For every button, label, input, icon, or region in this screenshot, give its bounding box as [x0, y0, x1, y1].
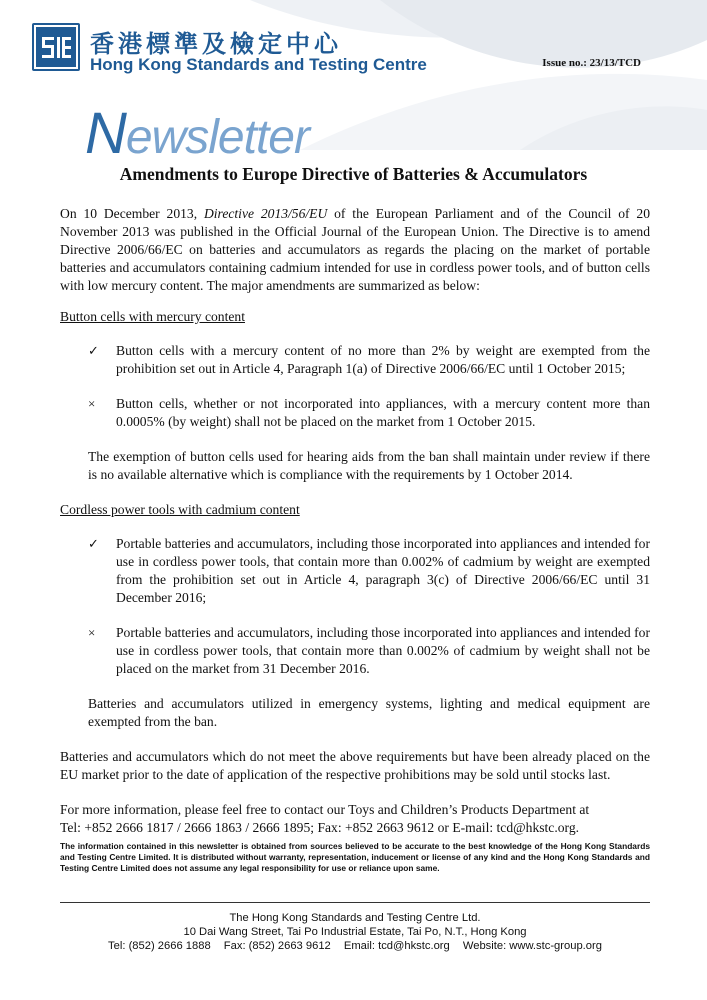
footer-address: 10 Dai Wang Street, Tai Po Industrial Estate, Tai Po, N.T., Hong Kong: [183, 926, 527, 938]
bullet-text: Button cells with a mercury content of no more than 2% by weight are exempted from the prohibition set out in Article 4, Paragraph 1(a) of Directive 2006/66/EC until 1 October 2015;: [116, 343, 650, 376]
bullet-text: Portable batteries and accumulators, including those incorporated into appliances and intended for use in cordless power tools, that contain more than 0.002% of cadmium by weight shall not be placed on the market from 31 December 2016.: [116, 625, 650, 676]
checkmark-icon: ✓: [88, 536, 99, 551]
stc-logo: [32, 23, 80, 71]
intro-directive: Directive 2013/56/EU: [203, 206, 328, 221]
article-title: Amendments to Europe Directive of Batteries & Accumulators: [119, 164, 588, 184]
contact-line-1: For more information, please feel free to contact our Toys and Children’s Products Department at: [60, 802, 590, 817]
org-name-english: Hong Kong Standards and Testing Centre: [90, 55, 427, 74]
article-body: [60, 205, 650, 837]
section-heading-cadmium: Cordless power tools with cadmium content: [60, 502, 300, 517]
intro-before: On 10 December 2013,: [60, 206, 204, 221]
emergency-exemption-note: Batteries and accumulators utilized in emergency systems, lighting and medical equipment are exempted from the ban.: [88, 696, 650, 729]
intro-after: of the European Parliament and of the Council of 20 November 2013 was published in the Official Journal of the European Union. The Directive is to amend Directive 2006/66/EC on batteries and accumulators as regards the placing on the market of portable batteries and accumulators containing cadmium intended for use in cordless power tools, and of button cells with low mercury content. The major amendments are summarized as below:: [60, 206, 650, 293]
newsletter-rest: ewsletter: [125, 111, 309, 164]
newsletter-banner: [85, 100, 309, 167]
bullet-cadmium-ban: [60, 624, 650, 678]
footer: [60, 911, 650, 953]
bullet-mercury-exemption: [60, 342, 650, 378]
contact-line-2: Tel: +852 2666 1817 / 2666 1863 / 2666 1895; Fax: +852 2663 9612 or E-mail: tcd@hkstc.org.: [60, 820, 580, 835]
bullet-mercury-ban: [60, 395, 650, 431]
bullet-cadmium-exemption: [60, 535, 650, 607]
footer-divider: [60, 902, 650, 903]
org-name-chinese: 香港標準及檢定中心: [90, 30, 342, 58]
stc-logo-icon: [32, 23, 80, 71]
checkmark-icon: ✓: [88, 343, 99, 358]
hearing-aid-note: The exemption of button cells used for hearing aids from the ban shall maintain under review if there is no available alternative which is compliance with the requirements by 1 October 2014.: [88, 449, 650, 482]
newsletter-initial: N: [85, 101, 126, 166]
closing-paragraph: Batteries and accumulators which do not meet the above requirements but have been already placed on the EU market prior to the date of application of the respective prohibitions may be sold until stocks last.: [60, 749, 650, 782]
bullet-text: Portable batteries and accumulators, including those incorporated into appliances and intended for use in cordless power tools, that contain more than 0.002% of cadmium by weight are exempted from the prohibition set out in Article 4, paragraph 3(c) of Directive 2006/66/EC until 31 December 2016;: [116, 536, 650, 605]
footer-email: Email: tcd@hkstc.org: [343, 940, 450, 952]
cross-icon: ×: [88, 625, 96, 640]
issue-number: Issue no.: 23/13/TCD: [542, 57, 641, 69]
footer-tel: Tel: (852) 2666 1888: [108, 940, 211, 952]
footer-website: Website: www.stc-group.org: [462, 940, 602, 952]
footer-fax: Fax: (852) 2663 9612: [223, 940, 331, 952]
section-heading-mercury: Button cells with mercury content: [60, 309, 245, 324]
cross-icon: ×: [88, 396, 96, 411]
footer-company: The Hong Kong Standards and Testing Centre Ltd.: [229, 912, 481, 924]
footer-contacts: [60, 939, 650, 953]
disclaimer: The information contained in this newsletter is obtained from sources believed to be accurate to the best knowledge of the Hong Kong Standards and Testing Centre Limited. It is distributed without warranty, representation, inducement or license of any kind and the Hong Kong Standards and Testing Centre Limited does not assume any legal responsibility for use or reliance upon same.: [60, 841, 650, 873]
bullet-text: Button cells, whether or not incorporated into appliances, with a mercury content more than 0.0005% (by weight) shall not be placed on the market from 1 October 2015.: [116, 396, 650, 429]
intro-paragraph: [60, 205, 650, 295]
